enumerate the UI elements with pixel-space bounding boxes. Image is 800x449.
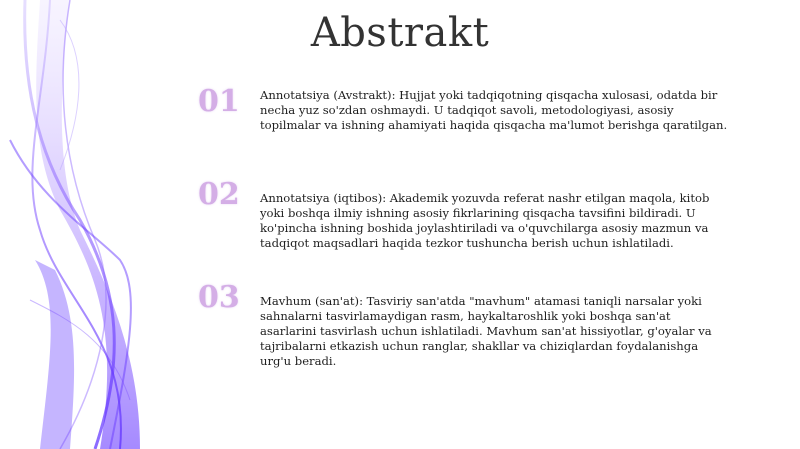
item-text-01: Annotatsiya (Avstrakt): Hujjat yoki tadqiqotning qisqacha xulosasi, odatda bir necha yuz so'zdan oshmaydi. U tadqiqot savoli, metodologiyasi, asosiy topilmalar va ishning ahamiyati haqida qisqacha ma'lumot berishga qaratilgan. — [260, 88, 728, 132]
item-number-01: 01 — [198, 84, 240, 119]
item-text-03: Mavhum (san'at): Tasviriy san'atda "mavhum" atamasi taniqli narsalar yoki sahnalarni tasvirlamaydigan rasm, haykaltaroshlik yoki boshqa san'at asarlarini tasvirlash uchun ishlatiladi. Mavhum san'at hissiyotlar, g'oyalar va tajribalarni etkazish uchun ranglar, shakllar va chiziqlardan foydalanishga urg'u beradi. — [260, 294, 712, 368]
item-text-02: Annotatsiya (iqtibos): Akademik yozuvda referat nashr etilgan maqola, kitob yoki boshqa ilmiy ishning asosiy fikrlarining qisqacha tavsifini bildiradi. U ko'pincha ishning boshida joylashtiriladi va o'quvchilarga asosiy mazmun va tadqiqot maqsadlari haqida tezkor tushuncha berish uchun ishlatiladi. — [260, 191, 710, 250]
purple-smoke-ribbon-decoration — [0, 0, 160, 449]
item-number-03: 03 — [198, 280, 240, 315]
slide-title: Abstrakt — [310, 10, 490, 56]
item-number-02: 02 — [198, 177, 240, 212]
